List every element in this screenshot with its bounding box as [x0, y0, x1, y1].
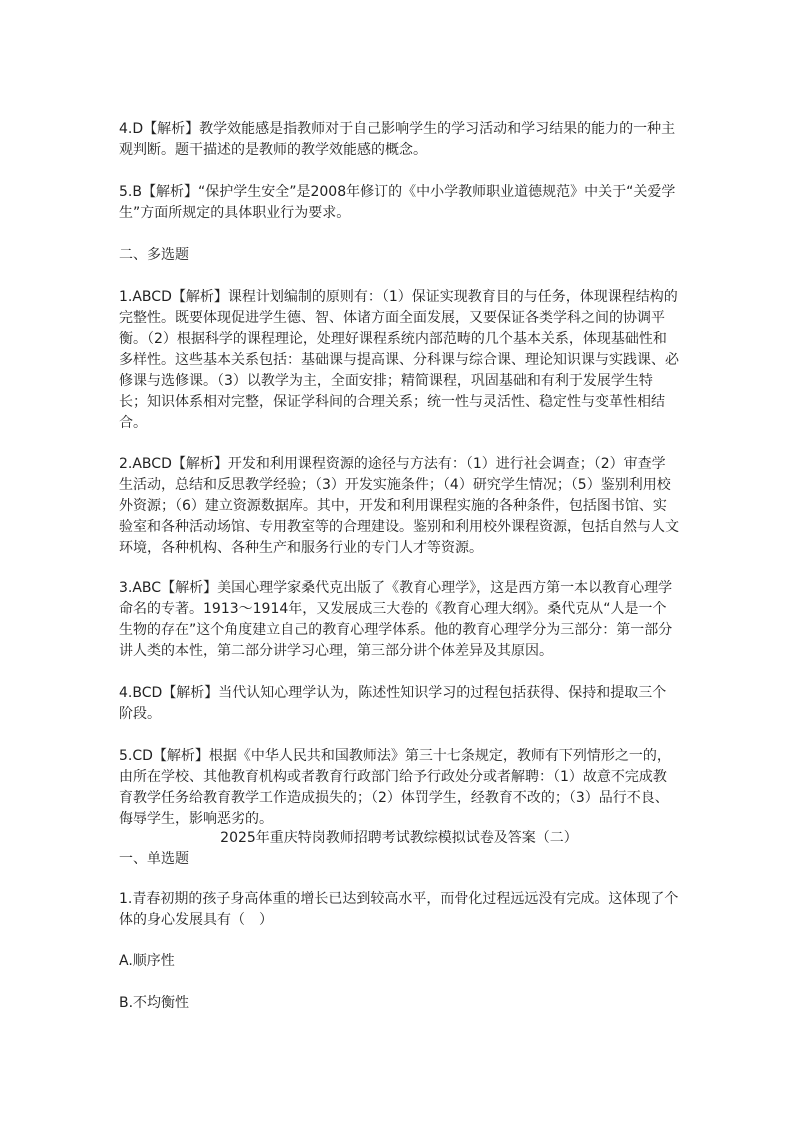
answer-paragraph: 3.ABC【解析】美国心理学家桑代克出版了《教育心理学》，这是西方第一本以教育心理学命名的专著。1913～1914年，又发展成三大卷的《教育心理大纲》。桑代克从“人是一个生物的存在”这个角度建立自己的教育心理学体系。他的教育心理学分为三部分：第一部分讲人类的本性，第二部分讲学习心理，第三部分讲个体差异及其原因。 — [119, 580, 673, 659]
option-a: A.顺序性 — [119, 953, 175, 969]
section-heading: 二、多选题 — [119, 247, 189, 263]
option-b: B.不均衡性 — [119, 995, 190, 1011]
answer-paragraph: 2.ABCD【解析】开发和利用课程资源的途径与方法有：（1）进行社会调查；（2）审查学生活动，总结和反思教学经验；（3）开发实施条件；（4）研究学生情况；（5）鉴别利用校外资源；（6）建立资源数据库。其中，开发和利用课程实施的各种条件，包括图书馆、实验室和各种活动场馆、专用教室等的合理建设。鉴别和利用校外课程资源，包括自然与人文环境，各种机构、各种生产和服务行业的专门人才等资源。 — [119, 456, 679, 556]
answer-paragraph: 4.D【解析】教学效能感是指教师对于自己影响学生的学习活动和学习结果的能力的一种主观判断。题干描述的是教师的教学效能感的概念。 — [119, 121, 676, 158]
section-heading: 一、单选题 — [119, 851, 189, 867]
answer-paragraph: 1.ABCD【解析】课程计划编制的原则有：（1）保证实现教育目的与任务，体现课程结构的完整性。既要体现促进学生德、智、体诸方面全面发展，又要保证各类学科之间的协调平衡。（2）根据科学的课程理论，处理好课程系统内部范畴的几个基本关系，体现基础性和多样性。这些基本关系包括：基础课与提高课、分科课与综合课、理论知识课与实践课、必修课与选修课。（3）以教学为主，全面安排；精简课程，巩固基础和有利于发展学生特长；知识体系相对完整，保证学科间的合理关系；统一性与灵活性、稳定性与变革性相结合。 — [119, 289, 679, 431]
answer-paragraph: 4.BCD【解析】当代认知心理学认为，陈述性知识学习的过程包括获得、保持和提取三个阶段。 — [119, 685, 667, 722]
question-text: 1.青春初期的孩子身高体重的增长已达到较高水平，而骨化过程远远没有完成。这体现了个体的身心发展具有（ ） — [119, 891, 679, 928]
exam-title: 2025年重庆特岗教师招聘考试教综模拟试卷及答案（二） — [220, 830, 578, 846]
answer-paragraph: 5.CD【解析】根据《中华人民共和国教师法》第三十七条规定，教师有下列情形之一的，由所在学校、其他教育机构或者教育行政部门给予行政处分或者解聘：（1）故意不完成教育教学任务给教育教学工作造成损失的；（2）体罚学生，经教育不改的；（3）品行不良、侮辱学生，影响恶劣的。 — [119, 748, 671, 827]
answer-paragraph: 5.B【解析】“保护学生安全”是2008年修订的《中小学教师职业道德规范》中关于“关爱学生”方面所规定的具体职业行为要求。 — [119, 184, 676, 221]
